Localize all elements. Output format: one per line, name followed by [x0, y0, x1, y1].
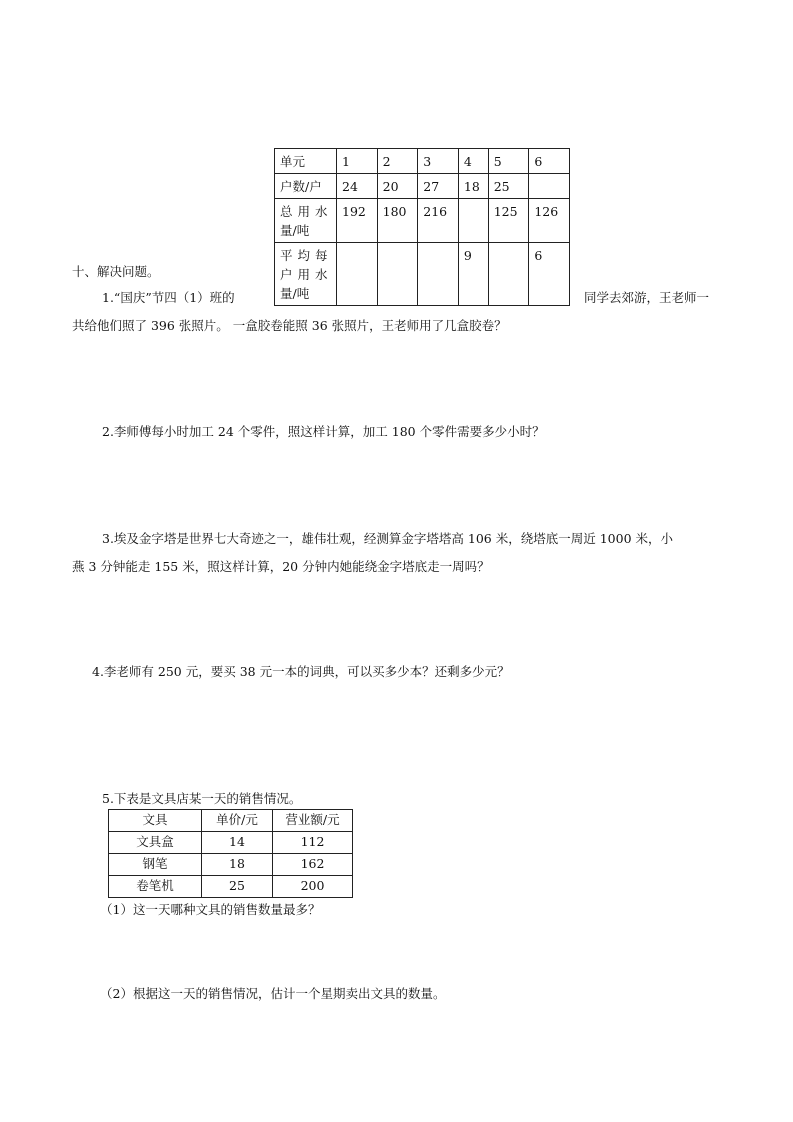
table-cell: 126: [529, 199, 570, 243]
table-cell: 112: [273, 832, 353, 854]
table-row: [275, 174, 570, 199]
water-usage-table: [274, 148, 570, 306]
row-label: [275, 199, 337, 243]
table-row: [109, 854, 353, 876]
table-cell: [488, 243, 529, 306]
q4-text: 4.李老师有 250 元，要买 38 元一本的词典，可以买多少本？还剩多少元？: [92, 664, 510, 679]
table-row: [275, 243, 570, 306]
column-header: 营业额/元: [273, 810, 353, 832]
table-cell: 18: [202, 854, 273, 876]
table-row: [275, 149, 570, 174]
table-cell: 25: [202, 876, 273, 898]
table-cell: 卷笔机: [109, 876, 202, 898]
q1-line1-left: 1.“国庆”节四（1）班的: [102, 290, 235, 305]
table-cell: 文具盒: [109, 832, 202, 854]
row-label: 单元: [275, 149, 337, 174]
table-row: [109, 876, 353, 898]
table-cell: [418, 243, 459, 306]
row-label: [275, 243, 337, 306]
column-header: 文具: [109, 810, 202, 832]
table-row: [109, 832, 353, 854]
q5-sub1: （1）这一天哪种文具的销售数量最多？: [100, 902, 321, 917]
table-cell: 27: [418, 174, 459, 199]
row-label-line: 量/吨: [280, 223, 310, 238]
q3-line1: 3.埃及金字塔是世界七大奇迹之一，雄伟壮观，经测算金字塔塔高 106 米，绕塔底一周近 1000 米，小: [102, 531, 673, 546]
table-cell: [458, 199, 488, 243]
table-cell: 180: [377, 199, 418, 243]
table-cell: 192: [337, 199, 378, 243]
table-cell: 1: [337, 149, 378, 174]
table-cell: 5: [488, 149, 529, 174]
table-cell: 钢笔: [109, 854, 202, 876]
column-header: 单价/元: [202, 810, 273, 832]
q1-line2: 共给他们照了 396 张照片。 一盒胶卷能照 36 张照片，王老师用了几盒胶卷？: [72, 318, 507, 333]
table-cell: [529, 174, 570, 199]
table-cell: [337, 243, 378, 306]
table-cell: 162: [273, 854, 353, 876]
table-cell: 20: [377, 174, 418, 199]
table-cell: 24: [337, 174, 378, 199]
table-cell: 18: [458, 174, 488, 199]
row-label-line: 平均每: [280, 248, 333, 263]
q1-line1-right: 同学去郊游，王老师一: [584, 290, 710, 305]
table-cell: 216: [418, 199, 459, 243]
table-cell: 4: [458, 149, 488, 174]
table-cell: 125: [488, 199, 529, 243]
table-cell: 2: [377, 149, 418, 174]
table-cell: 3: [418, 149, 459, 174]
q5-sub2: （2）根据这一天的销售情况，估计一个星期卖出文具的数量。: [100, 986, 446, 1001]
q3-line2: 燕 3 分钟能走 155 米，照这样计算，20 分钟内她能绕金字塔底走一周吗？: [72, 559, 490, 574]
table-row: [275, 199, 570, 243]
q5-intro: 5.下表是文具店某一天的销售情况。: [102, 791, 302, 806]
table-cell: 14: [202, 832, 273, 854]
row-label-line: 量/吨: [280, 286, 310, 301]
table-cell: 9: [458, 243, 488, 306]
table-cell: 200: [273, 876, 353, 898]
table-cell: 6: [529, 149, 570, 174]
row-label-line: 总用水: [280, 204, 333, 219]
table-cell: [377, 243, 418, 306]
table-header-row: [109, 810, 353, 832]
section-title: 十、解决问题。: [72, 264, 160, 279]
row-label-line: 户用水: [280, 267, 333, 282]
table-cell: 6: [529, 243, 570, 306]
row-label: 户数/户: [275, 174, 337, 199]
q2-text: 2.李师傅每小时加工 24 个零件，照这样计算，加工 180 个零件需要多少小时？: [102, 424, 545, 439]
table-cell: 25: [488, 174, 529, 199]
stationery-sales-table: [108, 809, 353, 898]
